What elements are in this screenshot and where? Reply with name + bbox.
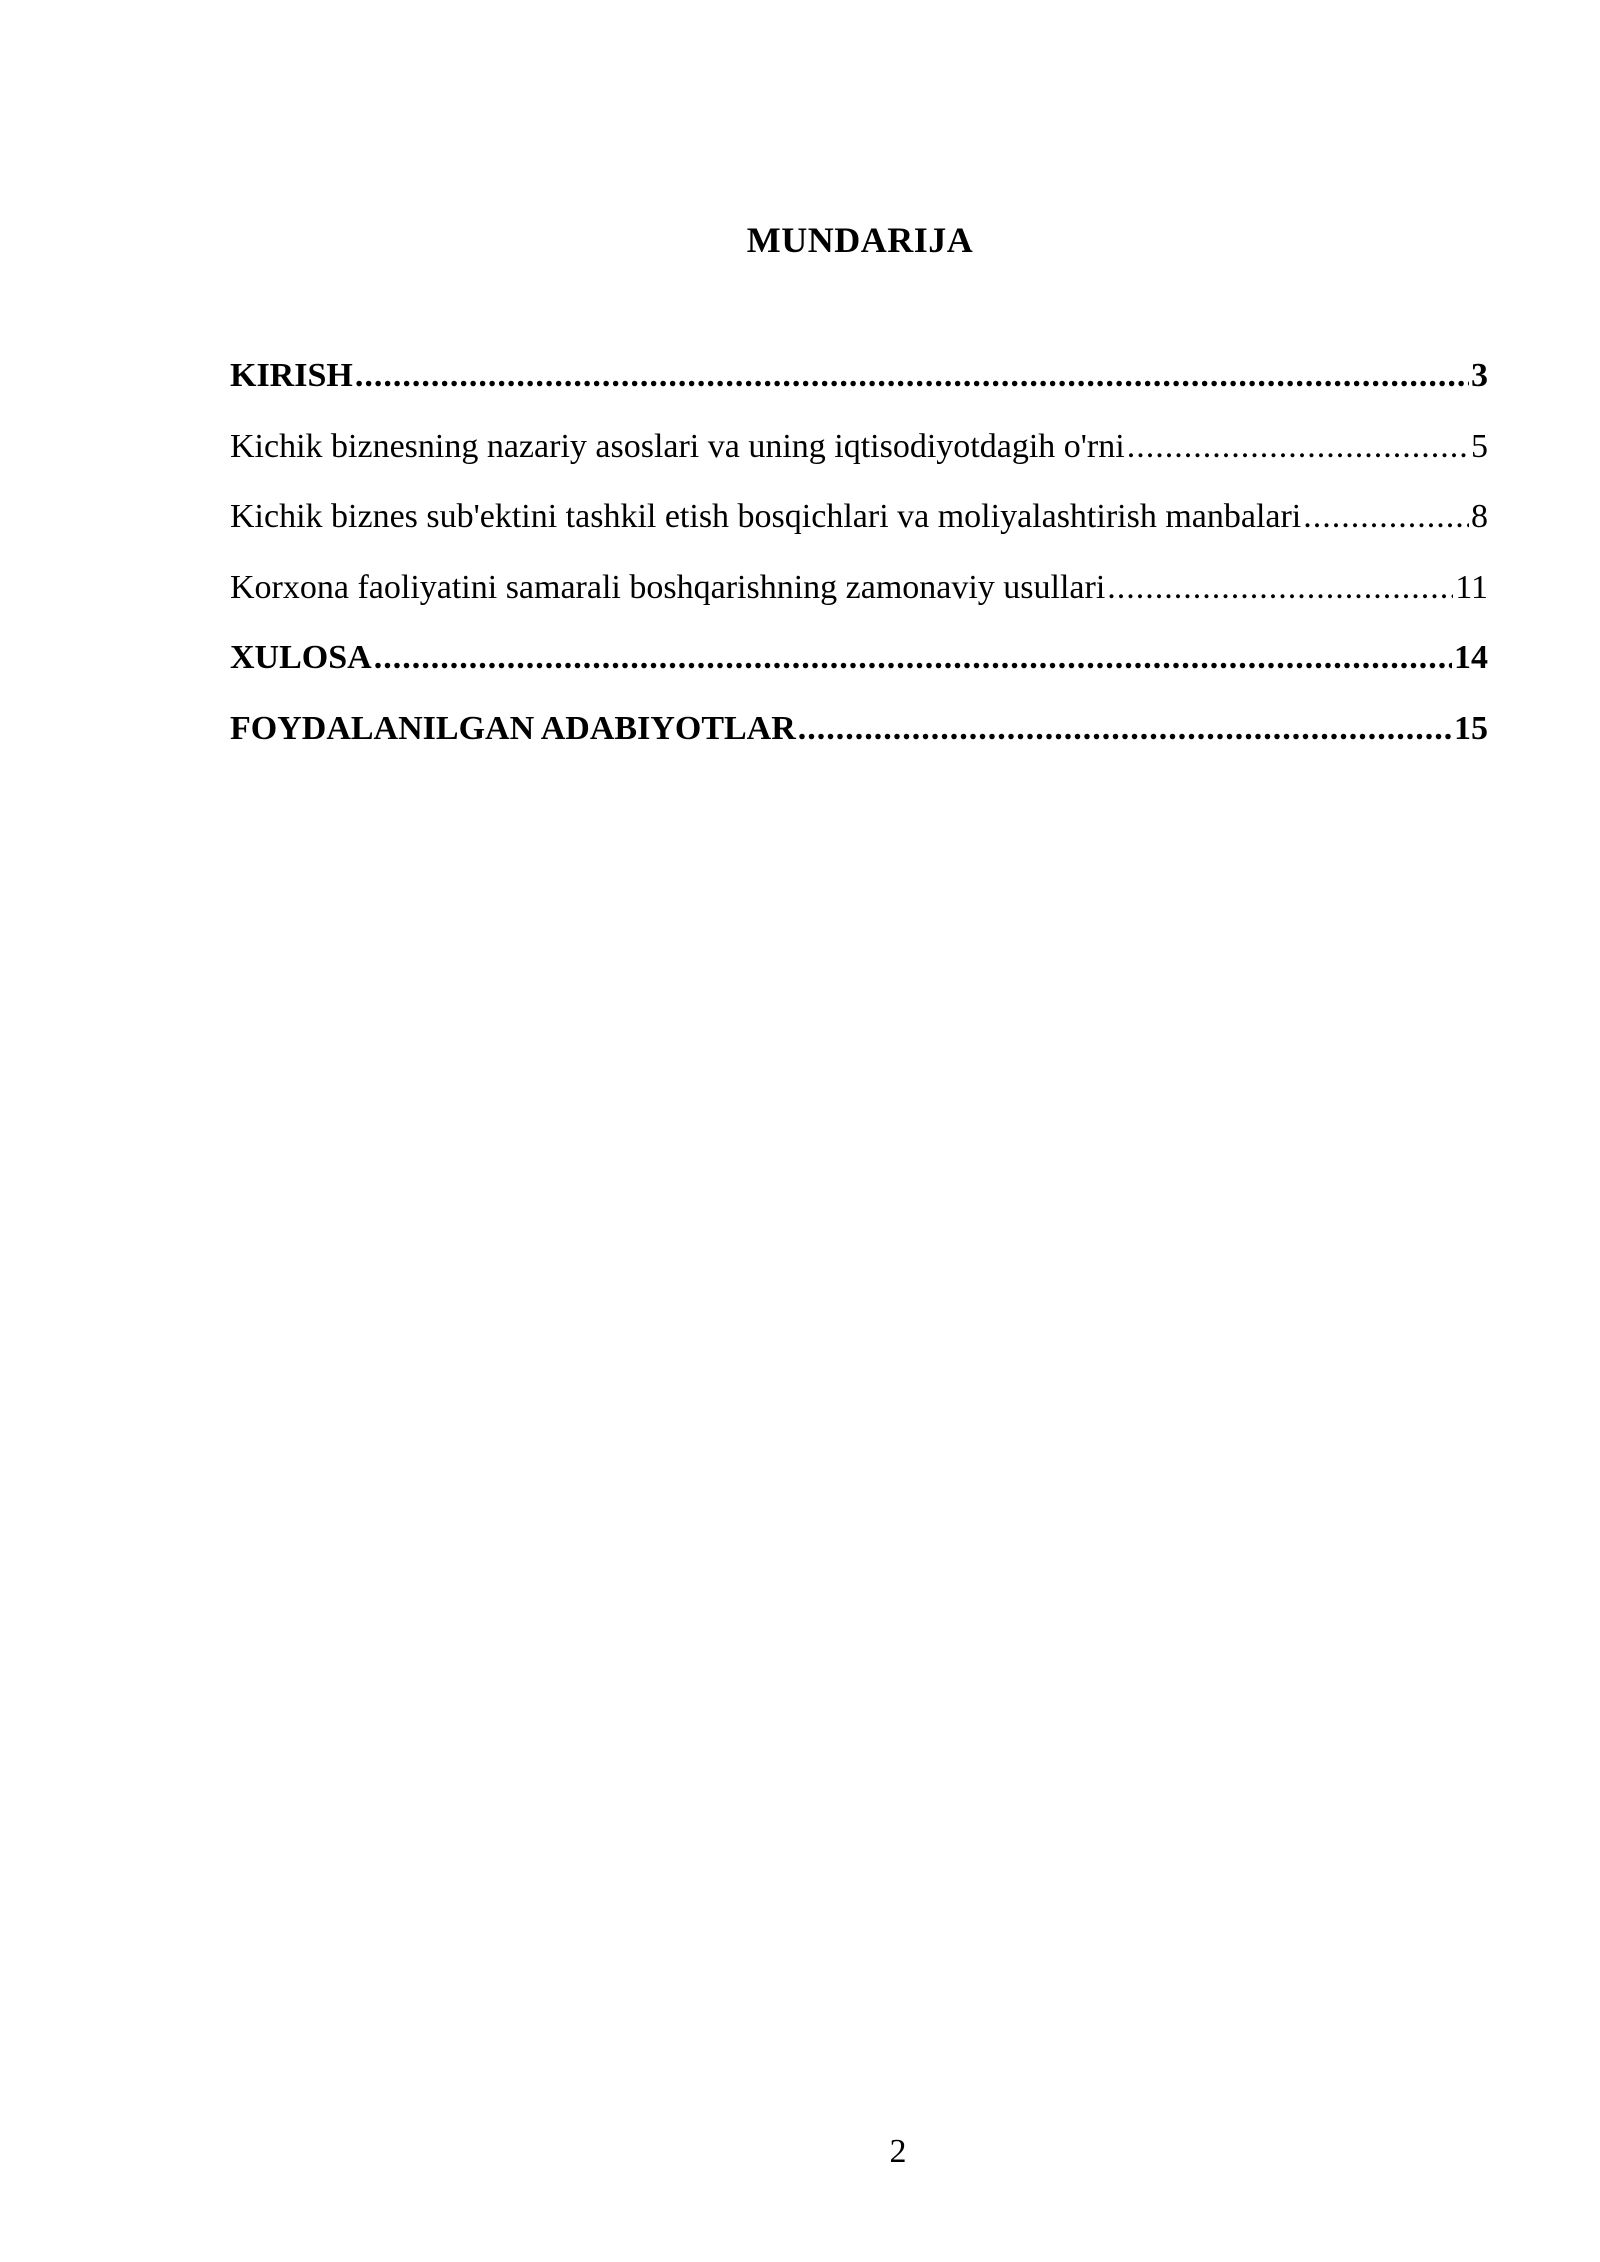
toc-entry-boshqarish-usullari[interactable]	[230, 564, 1488, 635]
toc-leader-dots	[1107, 564, 1453, 612]
toc-leader-dots	[1127, 423, 1469, 471]
toc-entry-kirish[interactable]	[230, 352, 1488, 423]
toc-leader-dots	[374, 634, 1452, 682]
toc-leader-dots	[798, 705, 1452, 753]
toc-entry-adabiyotlar[interactable]	[230, 705, 1488, 776]
toc-entry-title: XULOSA	[230, 639, 372, 676]
toc-entry-page: 8	[1471, 498, 1488, 535]
toc-leader-dots	[1303, 493, 1469, 541]
toc-entry-title: Korxona faoliyatini samarali boshqarishning zamonaviy usullari	[230, 568, 1106, 606]
toc-leader-dots	[355, 352, 1469, 400]
toc-entry-page: 14	[1454, 639, 1488, 676]
toc-entry-title: Kichik biznes sub'ektini tashkil etish bosqichlari va moliyalashtirish manbalari	[230, 498, 1302, 535]
toc-entry-nazariy-asoslari[interactable]	[230, 423, 1488, 494]
toc-entry-page: 11	[1455, 568, 1488, 606]
toc-entry-xulosa[interactable]	[230, 634, 1488, 705]
toc-entry-title: FOYDALANILGAN ADABIYOTLAR	[230, 709, 796, 747]
page-title: MUNDARIJA	[746, 220, 974, 260]
table-of-contents	[230, 352, 1488, 775]
toc-entry-page: 5	[1471, 427, 1488, 465]
toc-entry-page: 15	[1454, 709, 1488, 747]
toc-entry-page: 3	[1471, 357, 1488, 394]
toc-entry-tashkil-etish[interactable]	[230, 493, 1488, 564]
toc-entry-title: KIRISH	[230, 357, 353, 394]
page-number: 2	[889, 2133, 907, 2170]
toc-entry-title: Kichik biznesning nazariy asoslari va uning iqtisodiyotdagih o'rni	[230, 427, 1125, 465]
